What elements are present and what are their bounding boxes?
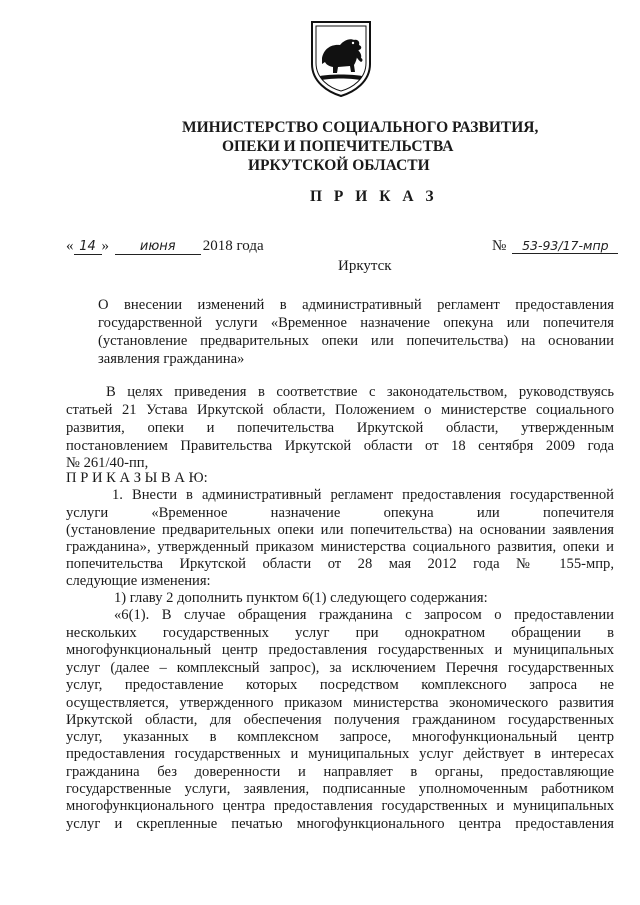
body-line: Иркутской области, для обеспечения получения гражданином государственных	[66, 712, 614, 728]
body-line: услуг, предоставление которых посредством комплексного запроса не	[66, 677, 614, 693]
body-line: статьей 21 Устава Иркутской области, Положением о министерстве социального	[66, 402, 614, 418]
city: Иркутск	[338, 258, 392, 274]
subject-line: заявления гражданина»	[98, 351, 245, 367]
body-line: многофункциональный центр предоставления государственных и муниципальных	[66, 642, 614, 658]
subject-line: (установление предварительных опеки или попечительства) на основании	[98, 333, 614, 349]
body-line: услуги «Временное назначение опекуна или попечителя	[66, 505, 614, 521]
date-month-handwritten: июня	[115, 239, 201, 255]
order-directive: П Р И К А З Ы В А Ю:	[66, 470, 208, 486]
body-line: 1) главу 2 дополнить пунктом 6(1) следующего содержания:	[114, 590, 488, 606]
irkutsk-coat-of-arms-icon	[308, 18, 374, 98]
subject-line: государственной услуги «Временное назначение опекуна или попечителя	[98, 315, 614, 331]
body-line: нескольких государственных услуг при однократном обращении в	[66, 625, 614, 641]
body-line: услуг (далее – комплексный запрос), за исключением Перечня государственных	[66, 660, 614, 676]
ministry-name-line-1: МИНИСТЕРСТВО СОЦИАЛЬНОГО РАЗВИТИЯ,	[182, 119, 539, 136]
body-line: 1. Внести в административный регламент предоставления государственной	[112, 487, 614, 503]
body-line: «6(1). В случае обращения гражданина с запросом о предоставлении	[114, 607, 614, 623]
body-line: следующие изменения:	[66, 573, 211, 589]
body-line: постановлением Правительства Иркутской области от 18 сентября 2009 года	[66, 438, 614, 454]
subject-line: О внесении изменений в административный регламент предоставления	[98, 297, 614, 313]
body-line: государственные услуги, заявления, подписанные уполномоченным работником	[66, 781, 614, 797]
ministry-name-line-2: ОПЕКИ И ПОПЕЧИТЕЛЬСТВА	[222, 138, 454, 155]
order-date	[66, 238, 264, 255]
order-number-handwritten: 53-93/17-мпр	[512, 238, 618, 254]
body-line: осуществляется, утвержденного приказом министерства экономического развития	[66, 695, 614, 711]
ministry-name-line-3: ИРКУТСКОЙ ОБЛАСТИ	[248, 157, 430, 174]
body-line: В целях приведения в соответствие с законодательством, руководствуясь	[106, 384, 614, 400]
date-day-handwritten: 14	[74, 239, 102, 255]
body-line: гражданина без доверенности и направляет в органы, предоставляющие	[66, 764, 614, 780]
body-line: попечительства Иркутской области от 28 мая 2012 года № 155-мпр,	[66, 556, 614, 572]
body-line: предоставления государственных и муниципальных услуг действует в интересах	[66, 746, 614, 762]
date-open-quote: «	[66, 238, 74, 254]
order-number	[492, 238, 618, 255]
body-line: развития, опеки и попечительства Иркутской области, утвержденным	[66, 420, 614, 436]
body-line: (установление предварительных опеки или попечительства) на основании заявления	[66, 522, 614, 538]
body-line: услуг и скрепленные печатью многофункционального центра предоставления	[66, 816, 614, 832]
body-line: гражданина», утвержденный приказом министерства социального развития, опеки и	[66, 539, 614, 555]
document-title: П Р И К А З	[310, 188, 438, 205]
body-line: услуг, указанных в комплексном запросе, многофункциональный центр	[66, 729, 614, 745]
body-line: многофункционального центра предоставления государственных и муниципальных	[66, 798, 614, 814]
body-line: № 261/40-пп,	[66, 455, 149, 471]
number-sign: №	[492, 238, 507, 254]
date-close-quote: »	[101, 238, 109, 254]
date-year: 2018 года	[202, 238, 264, 254]
